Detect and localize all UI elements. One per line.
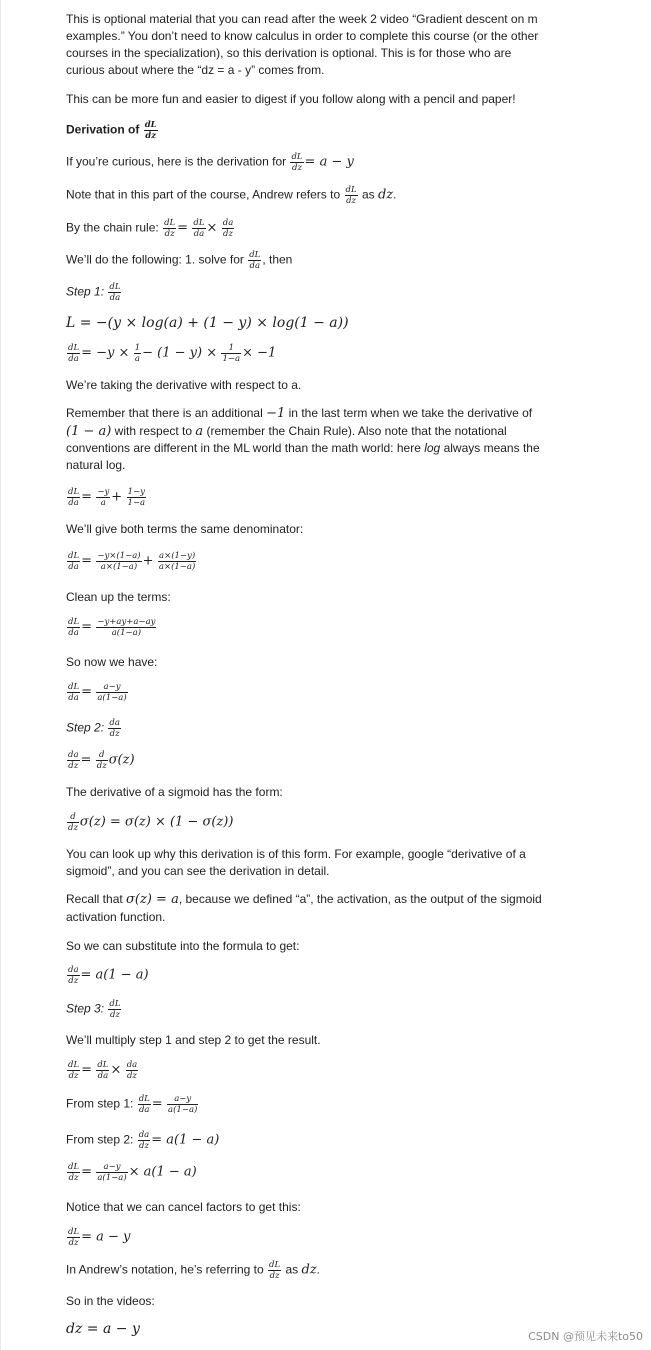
cleanup-note: Clean up the terms: [66, 590, 171, 604]
cancel-note: Notice that we can cancel factors to get this: [66, 1200, 301, 1214]
step-1-label: Step 1: $\frac{dL}{da}$ [66, 282, 121, 303]
step-2-label: Step 2: $\frac{da}{dz}$ [66, 718, 120, 739]
sigmoid-form-note: The derivative of a sigmoid has the form: [66, 785, 283, 799]
dl-da-equation-1: $\frac{dL}{da}$ = −y × $\frac{1}{a}$ − (1 − y) × $\frac{1}{1-a}$ × −1 [68, 343, 277, 364]
substitute-note: So we can substitute into the formula to get: [66, 939, 300, 953]
intro-line-1: This is optional material that you can read after the week 2 video “Gradient descent on m [66, 12, 538, 26]
intro-line-2: examples.” You don’t need to know calculus in order to complete this course (or the other [66, 29, 539, 43]
recall-line-1: Recall that σ(z) = a, because we defined “a”, the activation, as the output of the sigmoid [66, 892, 542, 907]
denominator-note: We’ll give both terms the same denominator: [66, 522, 304, 536]
step-3-label: Step 3: $\frac{dL}{dz}$ [66, 999, 121, 1020]
loss-equation: L = −(y × log(a) + (1 − y) × log(1 − a)) [66, 315, 349, 331]
dl-da-equation-4: $\frac{dL}{da}$ = $\frac{-y+ay+a-ay}{a(1-a)}$ [68, 617, 156, 638]
final-equation: dz = a − y [66, 1321, 140, 1337]
remember-line-2: (1 − a) with respect to a (remember the Chain Rule). Also note that the notational [66, 424, 507, 439]
lookup-line-1: You can look up why this derivation is of this form. For example, google “derivative of a [66, 847, 526, 861]
andrew-notation-line: In Andrew’s notation, he’s referring to $\frac{dL}{dz}$ as dz. [66, 1260, 321, 1281]
product-equation: $\frac{dL}{dz}$ = $\frac{a-y}{a(1-a)}$ × a(1 − a) [68, 1162, 197, 1183]
multiply-note: We’ll multiply step 1 and step 2 to get the result. [66, 1033, 321, 1047]
curious-line: If you’re curious, here is the derivation for $\frac{dL}{dz}$ = a − y [66, 152, 354, 173]
remember-line-4: natural log. [66, 458, 126, 472]
curious-text: If you’re curious, here is the derivation for [66, 154, 287, 169]
da-dz-equation-1: $\frac{da}{dz}$ = $\frac{d}{dz}$ σ(z) [68, 750, 135, 771]
da-dz-result: $\frac{da}{dz}$ = a(1 − a) [68, 965, 149, 986]
csdn-watermark: CSDN @预见未来to50 [528, 1330, 643, 1343]
intro-line-4: curious about where the “dz = a - y” comes from. [66, 63, 325, 77]
from-step-2-line: From step 2: $\frac{da}{dz}$ = a(1 − a) [66, 1130, 220, 1151]
pencil-paper-note: This can be more fun and easier to digest if you follow along with a pencil and paper! [66, 92, 516, 106]
remember-line-3: conventions are different in the ML world than the math world: here log always means the [66, 441, 540, 455]
chain-rule-line: By the chain rule: $\frac{dL}{dz}$ = $\frac{dL}{da}$ × $\frac{da}{dz}$ [66, 218, 234, 239]
videos-note: So in the videos: [66, 1294, 155, 1308]
page-left-border [0, 0, 1, 1350]
dl-da-result: $\frac{dL}{da}$ = $\frac{a-y}{a(1-a)}$ [68, 682, 127, 703]
remember-line-1: Remember that there is an additional −1 in the last term when we take the derivative of [66, 406, 533, 421]
intro-line-3: courses in the specialization), so this derivation is optional. This is for those who are [66, 46, 512, 60]
sigmoid-derivative-equation: $\frac{d}{dz}$ σ(z) = σ(z) × (1 − σ(z)) [68, 812, 234, 833]
lookup-line-2: sigmoid”, and you can see the derivation in detail. [66, 864, 330, 878]
dl-da-equation-3: $\frac{dL}{da}$ = $\frac{-y\times(1-a)}{a\times(1-a)}$ + $\frac{a\times(1-y)}{a\times(1-a)}$ [68, 551, 196, 572]
from-step-1-line: From step 1: $\frac{dL}{da}$ = $\frac{a-y}{a(1-a)}$ [66, 1094, 198, 1115]
plan-line: We’ll do the following: 1. solve for $\frac{dL}{da}$ , then [66, 250, 293, 271]
chain-product-equation: $\frac{dL}{dz}$ = $\frac{dL}{da}$ × $\frac{da}{dz}$ [68, 1060, 138, 1081]
notation-note: Note that in this part of the course, Andrew refers to $\frac{dL}{dz}$ as dz. [66, 185, 397, 206]
section-heading [66, 120, 159, 141]
heading-text: Derivation of [66, 122, 140, 137]
recall-line-2: activation function. [66, 910, 166, 924]
wrt-line: We’re taking the derivative with respect to a. [66, 378, 302, 392]
dl-dz-result: $\frac{dL}{dz}$ = a − y [68, 1227, 131, 1248]
dl-da-equation-2: $\frac{dL}{da}$ = $\frac{-y}{a}$ + $\frac{1-y}{1-a}$ [68, 487, 146, 508]
heading-fraction: $\frac{dL}{dz}$ [144, 120, 157, 141]
so-now-note: So now we have: [66, 655, 158, 669]
